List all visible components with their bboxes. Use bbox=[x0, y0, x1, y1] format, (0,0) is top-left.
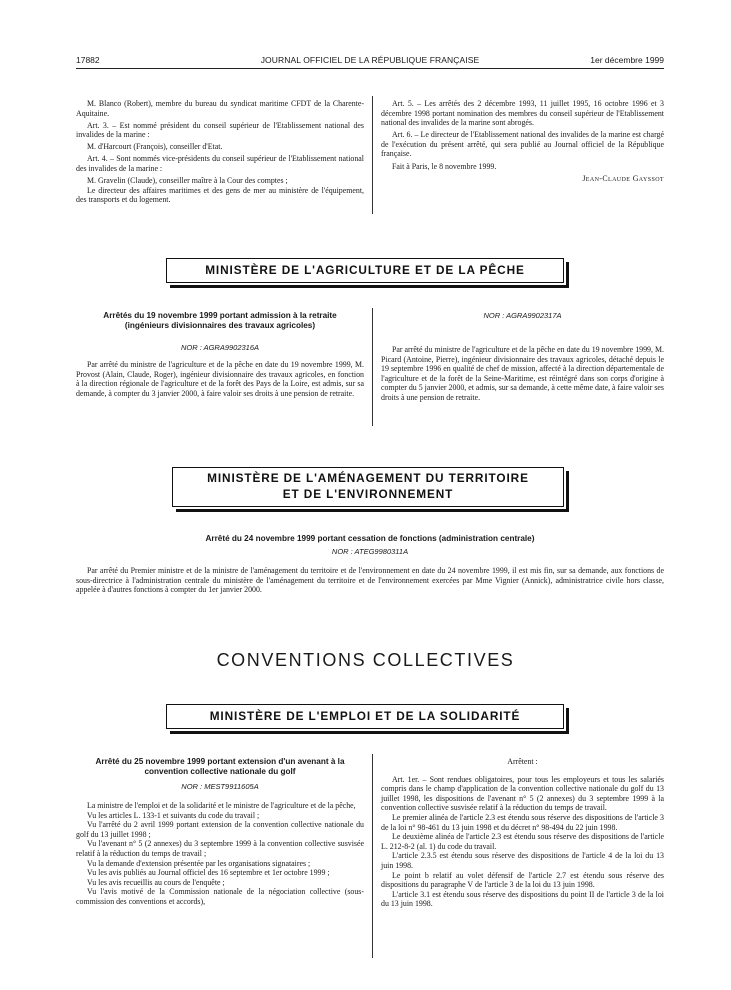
emploi-left-column bbox=[76, 801, 364, 907]
paragraph: Art. 6. – Le directeur de l'Etablissement national des invalides de la marine est chargé de l'exécution du présent arrêté, qui sera publié au Journal officiel de la République française. bbox=[381, 130, 664, 159]
paragraph: Le directeur des affaires maritimes et des gens de mer au ministère de l'équipement, des transports et du logement. bbox=[76, 185, 364, 205]
paragraph: L'article 2.3.5 est étendu sous réserve des dispositions de l'article 4 de la loi du 13 juin 1998. bbox=[381, 851, 664, 870]
ministry-title-box bbox=[166, 258, 564, 283]
amenagement-text bbox=[76, 566, 664, 597]
paragraph: Le deuxième alinéa de l'article 2.3 est étendu sous réserve des dispositions de l'article L. 212-8-2 (al. 1) du code du travail. bbox=[381, 832, 664, 851]
paragraph: Art. 4. – Sont nommés vice-présidents du conseil supérieur de l'Etablissement national des invalides de la marine : bbox=[76, 154, 364, 174]
paragraph: Fait à Paris, le 8 novembre 1999. bbox=[392, 161, 497, 171]
journal-title: JOURNAL OFFICIEL DE LA RÉPUBLIQUE FRANÇAISE bbox=[260, 55, 480, 65]
page-header bbox=[76, 55, 664, 69]
issue-date: 1er décembre 1999 bbox=[590, 55, 664, 65]
paragraph: Par arrêté du Premier ministre et de la ministre de l'aménagement du territoire et de l'environnement en date du 24 novembre 1999, il est mis fin, sur sa demande, aux fonctions de sous-directrice à l'administration centrale du ministère de l'aménagement du territoire et de l'environnement exercées par Mme Vignier (Annick), administratrice civile hors classe, appelée à d'autres fonctions à compter du 1er janvier 2000. bbox=[76, 566, 664, 595]
ministry-title: MINISTÈRE DE L'AGRICULTURE ET DE LA PÊCHE bbox=[205, 263, 525, 277]
ministry-title: ET DE L'ENVIRONNEMENT bbox=[282, 486, 454, 501]
paragraph: M. d'Harcourt (François), conseiller d'Etat. bbox=[87, 142, 223, 152]
paragraph: Art. 1er. – Sont rendues obligatoires, pour tous les employeurs et tous les salariés compris dans le champ d'application de la convention collective nationale du golf du 13 juillet 1998, les dispositions de l'avenant n° 5 (2 annexes) du 3 septembre 1999 à la convention collective susvisée relatif à la réduction du temps de travail. bbox=[381, 774, 664, 813]
ministry-title: MINISTÈRE DE L'AMÉNAGEMENT DU TERRITOIRE bbox=[207, 471, 529, 485]
emploi-right-column bbox=[381, 757, 664, 909]
nor-reference bbox=[381, 311, 664, 320]
paragraph: Art. 5. – Les arrêtés des 2 décembre 1993, 11 juillet 1995, 16 octobre 1996 et 3 décembre 1998 portant nomination des membres du conseil supérieur de l'Etablissement national des invalides de la marine sont abrogés. bbox=[381, 99, 664, 128]
nor-code: NOR : AGRA9902317A bbox=[483, 311, 562, 320]
paragraph: L'article 3.1 est étendu sous réserve des dispositions du point II de l'article 3 de la loi du 13 juin 1998. bbox=[381, 889, 664, 909]
paragraph: M. Blanco (Robert), membre du bureau du syndicat maritime CFDT de la Charente-Aquitaine. bbox=[76, 99, 364, 118]
agri-left-column bbox=[76, 360, 364, 401]
ministry-title-box bbox=[166, 704, 564, 729]
nor-reference bbox=[76, 782, 364, 791]
arretent: Arrêtent : bbox=[507, 757, 538, 766]
top-left-column bbox=[76, 99, 364, 207]
paragraph: Par arrêté du ministre de l'agriculture et de la pêche en date du 19 novembre 1999, M. Provost (Alain, Claude, Roger), ingénieur divisionnaire des travaux agricoles, en fonction à la direction régionale de l'agriculture et de la forêt des Pays de la Loire, est admis, sur sa demande, à compter du 3 janvier 2000, à faire valoir ses droits à une pension de retraite. bbox=[76, 360, 364, 398]
arrete-title: Arrêté du 25 novembre 1999 portant extension d'un avenant à la convention collective nationale du golf bbox=[95, 757, 345, 776]
top-right-column bbox=[381, 99, 664, 186]
paragraph: Vu les avis recueillis au cours de l'enquête ; bbox=[87, 877, 225, 887]
signature: Jean-Claude Gayssot bbox=[582, 173, 664, 183]
paragraph: Le point b relatif au volet défensif de l'article 2.7 est étendu sous réserve des dispositions du paragraphe V de l'article 3 de la loi du 13 juin 1998. bbox=[381, 870, 664, 890]
paragraph: Art. 3. – Est nommé président du conseil supérieur de l'Etablissement national des invalides de la marine : bbox=[76, 120, 364, 140]
paragraph: Par arrêté du ministre de l'agriculture et de la pêche en date du 19 novembre 1999, M. Picard (Antoine, Pierre), ingénieur divisionnaire des travaux agricoles, détaché depuis le 19 septembre 1996 en qualité de chef de mission, affecté à la direction départementale de l'agriculture et de la forêt de la Seine-Maritime, est réintégré dans son corps d'origine à compter du 5 janvier 2000, et admis, sur sa demande, à cette même date, à faire valoir ses droits à une pension de retraite. bbox=[381, 345, 664, 402]
section-heading: CONVENTIONS COLLECTIVES bbox=[216, 650, 515, 670]
nor-code: NOR : MEST9911605A bbox=[181, 782, 259, 791]
nor-code: NOR : ATEG9980311A bbox=[331, 547, 409, 556]
paragraph: Vu l'avenant n° 5 (2 annexes) du 3 septembre 1999 à la convention collective susvisée relatif à la réduction du temps de travail ; bbox=[76, 839, 364, 858]
paragraph: Le premier alinéa de l'article 2.3 est étendu sous réserve des dispositions de l'article 3 de la loi n° 98-461 du 13 juin 1998 et du décret n° 98-494 du 22 juin 1998. bbox=[381, 812, 664, 832]
paragraph: Vu la demande d'extension présentée par les organisations signataires ; bbox=[87, 858, 311, 868]
paragraph: Vu l'arrêté du 2 avril 1999 portant extension de la convention collective nationale du golf du 13 juillet 1998 ; bbox=[76, 820, 364, 839]
arrete-title: Arrêté du 24 novembre 1999 portant cessation de fonctions (administration centrale) bbox=[205, 534, 535, 543]
paragraph: Vu les articles L. 133-1 et suivants du code du travail ; bbox=[87, 810, 260, 820]
nor-reference bbox=[76, 343, 364, 352]
header-rule bbox=[76, 68, 664, 69]
column-separator bbox=[372, 308, 373, 426]
page-number: 17882 bbox=[76, 55, 100, 65]
paragraph: Vu les avis publiés au Journal officiel des 16 septembre et 1er octobre 1999 ; bbox=[87, 868, 330, 878]
column-separator bbox=[372, 754, 373, 958]
agri-right-column bbox=[381, 345, 664, 405]
ministry-title-box bbox=[172, 467, 564, 507]
nor-reference bbox=[76, 547, 664, 556]
paragraph: Vu l'avis motivé de la Commission nationale de la négociation collective (sous-commission des conventions et accords), bbox=[76, 887, 364, 906]
ministry-title: MINISTÈRE DE L'EMPLOI ET DE LA SOLIDARITÉ bbox=[209, 709, 521, 723]
nor-code: NOR : AGRA9902316A bbox=[180, 343, 260, 352]
arrete-title: Arrêtés du 19 novembre 1999 portant admission à la retraite (ingénieurs divisionnaires des travaux agricoles) bbox=[103, 311, 337, 330]
paragraph: M. Gravelin (Claude), conseiller maître à la Cour des comptes ; bbox=[87, 176, 288, 186]
paragraph: La ministre de l'emploi et de la solidarité et le ministre de l'agriculture et de la pêche, bbox=[87, 801, 356, 810]
column-separator bbox=[372, 96, 373, 214]
